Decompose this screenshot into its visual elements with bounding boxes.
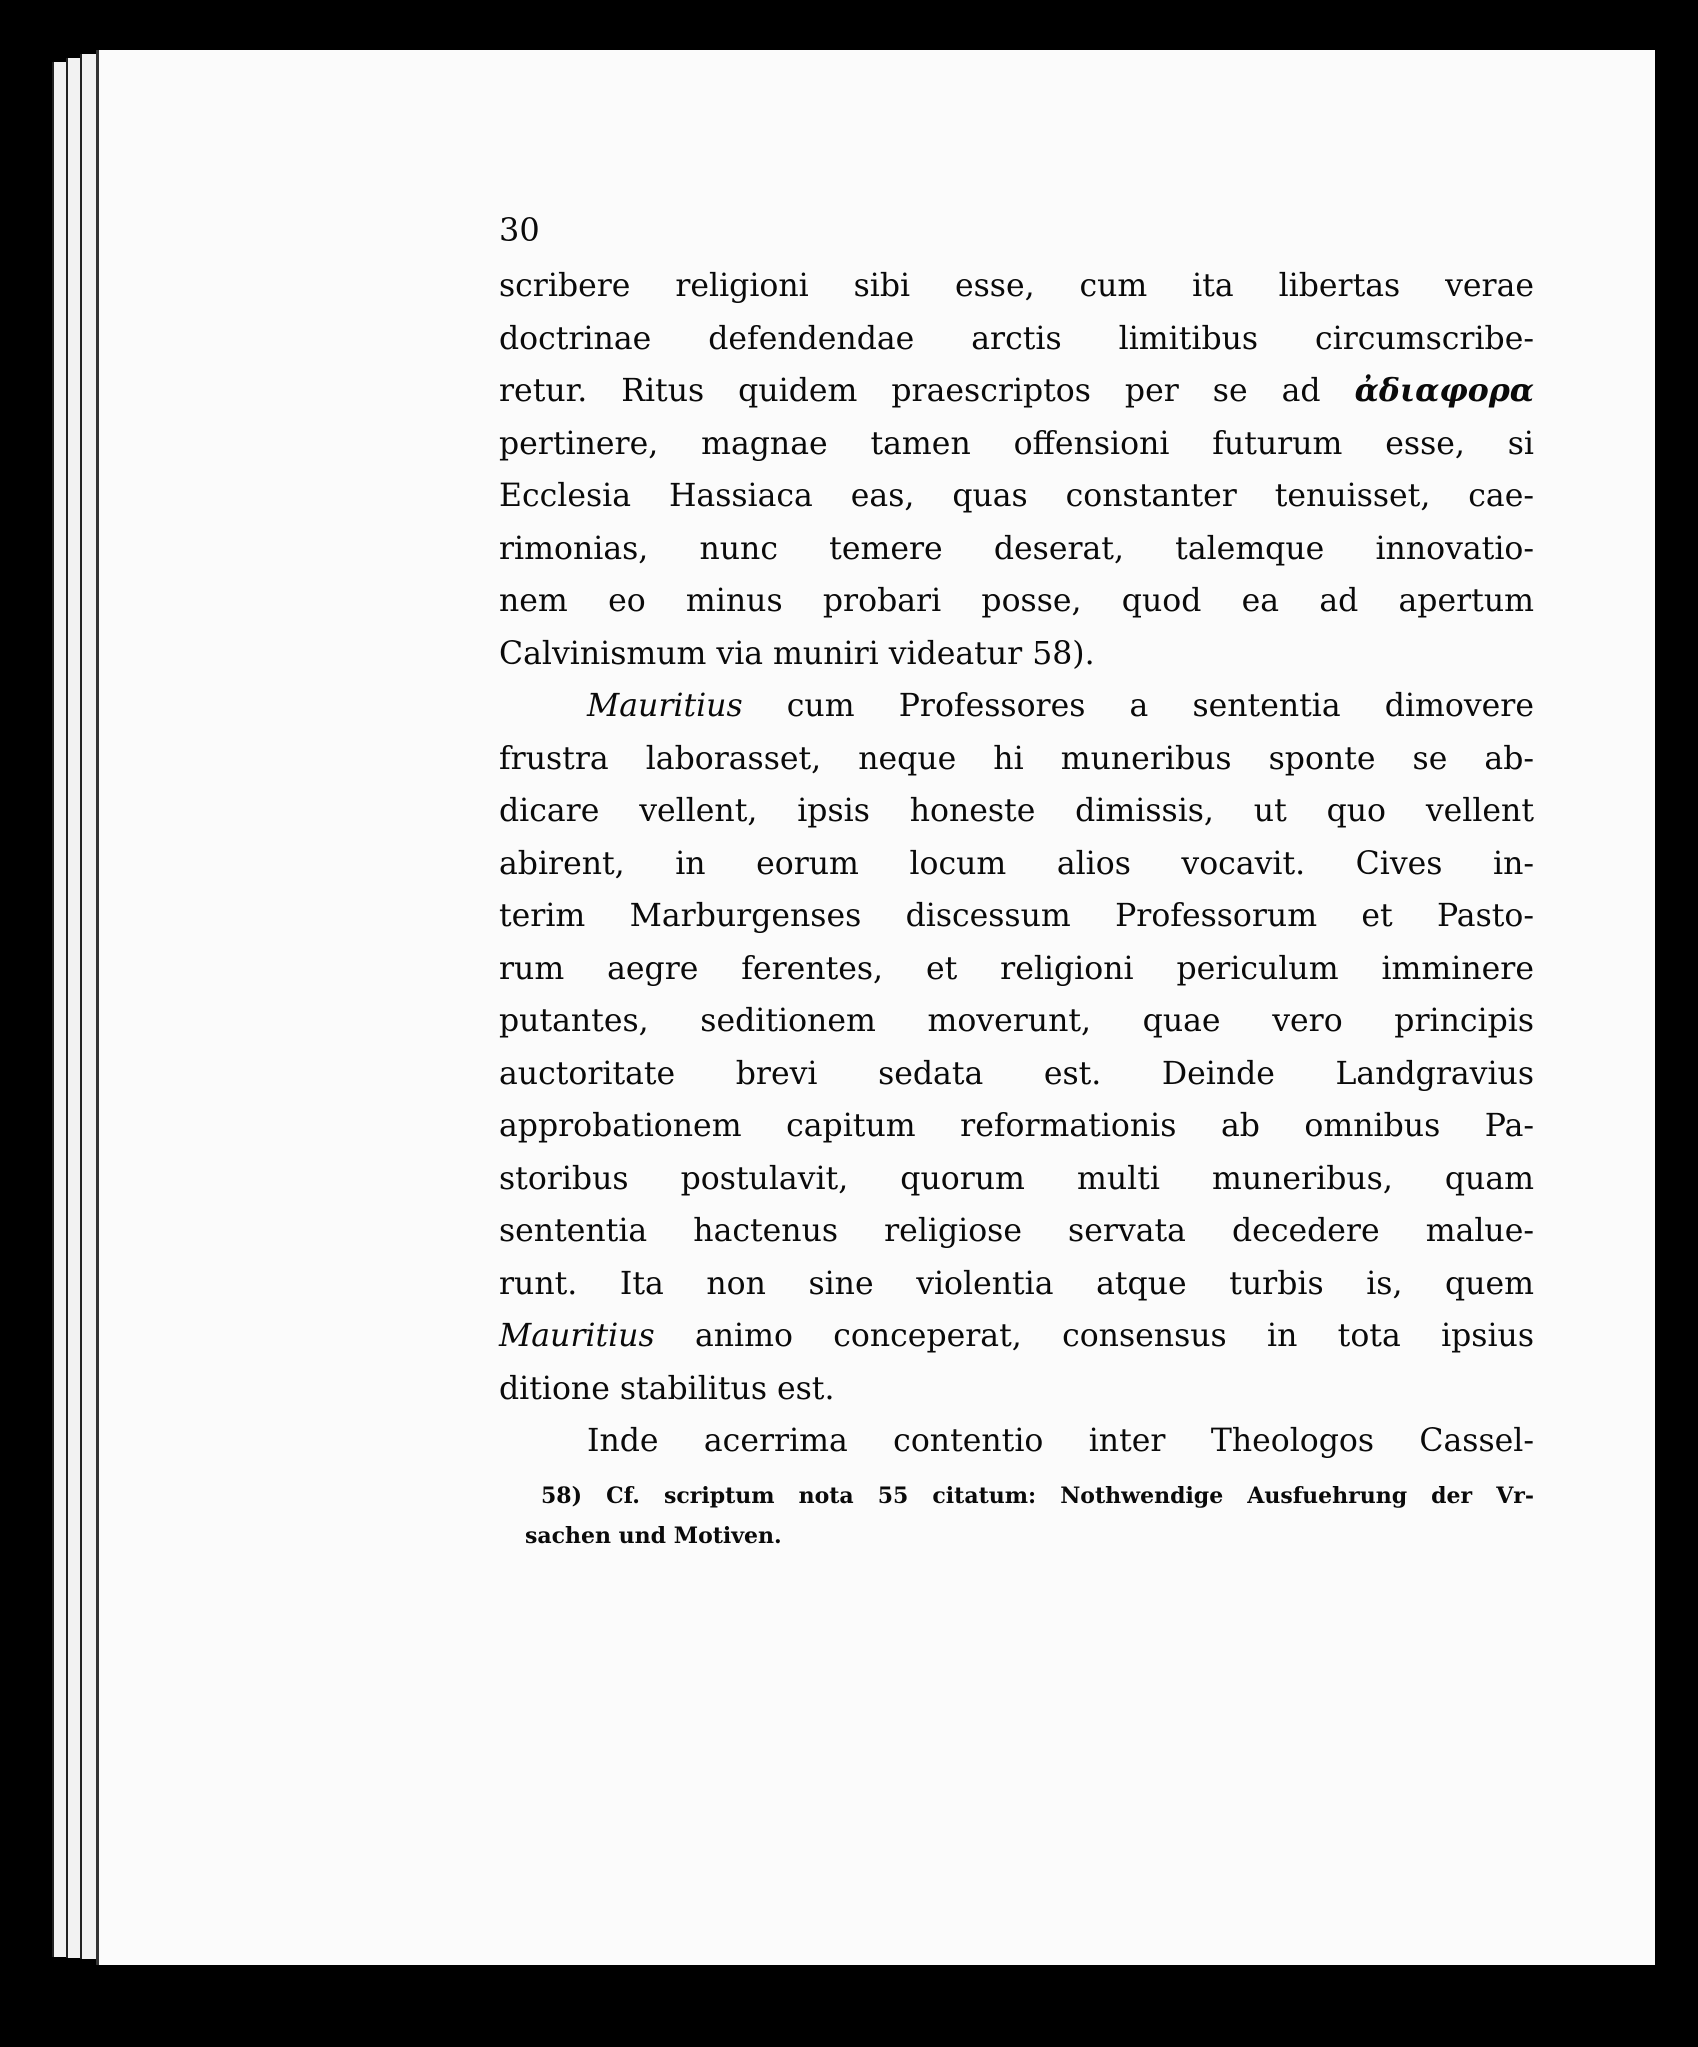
footnote [499,1476,1534,1556]
book-page [96,50,1655,1965]
text-line: Ecclesia Hassiaca eas, quas constanter tenuisset, cae- [499,478,1534,514]
text-line: runt. Ita non sine violentia atque turbis is, quem [499,1265,1534,1302]
text-line [499,1310,1534,1363]
text-line: frustra laborasset, neque hi muneribus sponte se ab- [499,740,1534,777]
greek-word: ἀδιαφορα [1354,372,1535,409]
text-line: sententia hactenus religiose servata decedere malue- [499,1213,1534,1249]
text-line: rum aegre ferentes, et religioni periculum imminere [499,950,1534,987]
text-line: Inde acerrima contentio inter Theologos Cassel- [587,1423,1534,1459]
text-line: ditione stabilitus est. [499,1370,835,1407]
text-line-part: cum Professores a sententia dimovere [786,688,1534,724]
italic-name: Mauritius [499,1318,655,1354]
text-line: dicare vellent, ipsis honeste dimissis, ut quo vellent [499,793,1534,829]
text-line [499,680,1534,733]
text-line [499,365,1534,418]
text-line: doctrinae defendendae arctis limitibus circumscribe- [499,320,1534,357]
text-line: terim Marburgenses discessum Professorum et Pasto- [499,898,1534,934]
text-line: abirent, in eorum locum alios vocavit. Cives in- [499,845,1534,882]
text-line: putantes, seditionem moverunt, quae vero principis [499,1003,1534,1039]
text-line: rimonias, nunc temere deserat, talemque innovatio- [499,530,1534,567]
text-block [499,200,1534,1556]
footnote-line: sachen und Motiven. [525,1522,782,1549]
footnote-line: 58) Cf. scriptum nota 55 citatum: Nothwendige Ausfuehrung der Vr- [541,1482,1534,1509]
text-line: scribere religioni sibi esse, cum ita libertas verae [499,268,1534,304]
text-line: storibus postulavit, quorum multi muneribus, quam [499,1160,1534,1197]
text-line: Calvinismum via muniri videatur 58). [499,635,1095,672]
text-line-part: animo conceperat, consensus in tota ipsius [694,1318,1534,1354]
page-number: 30 [499,211,540,249]
text-line: pertinere, magnae tamen offensioni futurum esse, si [499,425,1534,462]
text-line: nem eo minus probari posse, quod ea ad apertum [499,583,1534,619]
text-line: auctoritate brevi sedata est. Deinde Landgravius [499,1055,1534,1092]
italic-name: Mauritius [587,688,743,724]
text-line: approbationem capitum reformationis ab omnibus Pa- [499,1108,1534,1144]
text-line-part: retur. Ritus quidem praescriptos per se ad [499,373,1321,409]
